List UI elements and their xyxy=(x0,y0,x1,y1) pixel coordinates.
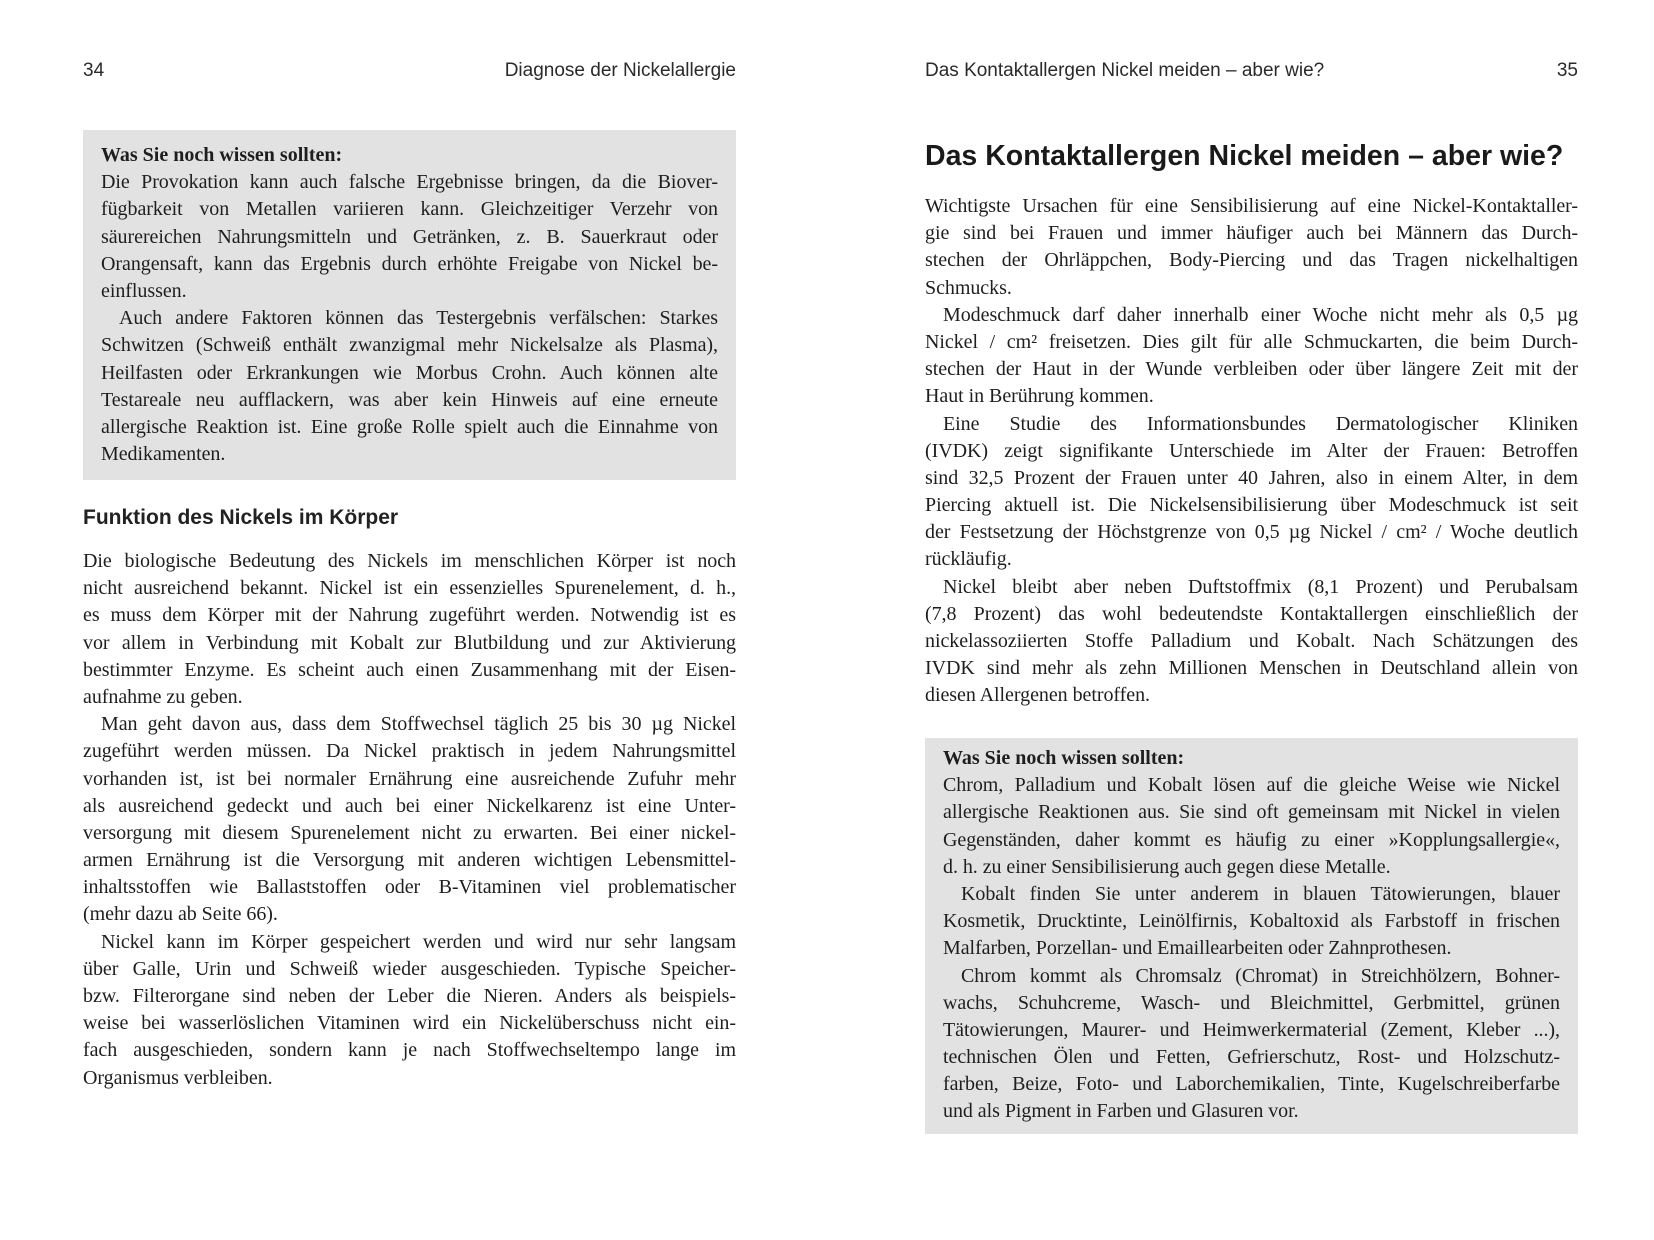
page-number: 34 xyxy=(83,60,105,81)
paragraph xyxy=(925,411,1578,574)
text-line: IVDK sind mehr als zehn Millionen Menschen in Deutschland allein von xyxy=(925,657,1578,680)
text-line: Piercing aktuell ist. Die Nickelsensibilisierung über Modeschmuck ist seit xyxy=(925,494,1578,517)
text-line: vorhanden ist, ist bei normaler Ernährung eine ausreichende Zufuhr mehr xyxy=(83,767,736,790)
text-line: Nickel kann im Körper gespeichert werden und wird nur sehr langsam xyxy=(101,930,736,953)
text-line: der Festsetzung der Höchstgrenze von 0,5 µg Nickel / cm² / Woche deutlich xyxy=(925,521,1578,544)
text-line: als ausreichend gedeckt und auch bei einer Nickelkarenz ist eine Unter- xyxy=(83,794,736,817)
text-line: Auch andere Faktoren können das Testergebnis verfälschen: Starkes xyxy=(119,307,718,330)
text-line: einflussen. xyxy=(101,279,187,302)
running-header xyxy=(925,60,1578,86)
text-line: d. h. zu einer Sensibilisierung auch gegen diese Metalle. xyxy=(943,855,1391,878)
paragraph xyxy=(925,574,1578,710)
text-line: sind 32,5 Prozent der Frauen unter 40 Jahren, also in einem Alter, in dem xyxy=(925,466,1578,489)
running-header xyxy=(83,60,736,86)
text-line: Die biologische Bedeutung des Nickels im menschlichen Körper ist noch xyxy=(83,550,736,572)
paragraph xyxy=(943,772,1560,881)
info-box-body xyxy=(943,772,1560,1125)
text-line: inhaltsstoffen wie Ballaststoffen oder B-Vitaminen viel problematischer xyxy=(83,876,736,899)
text-line: über Galle, Urin und Schweiß wieder ausgeschieden. Typische Speicher- xyxy=(83,957,736,980)
text-line: säurereichen Nahrungsmitteln und Getränken, z. B. Sauerkraut oder xyxy=(101,225,718,248)
text-line: (IVDK) zeigt signifikante Unterschiede im Alter der Frauen: Betroffen xyxy=(925,439,1578,462)
text-line: Medikamenten. xyxy=(101,443,226,466)
paragraph xyxy=(83,711,736,929)
text-line: bestimmter Enzyme. Es scheint auch einen Zusammenhang mit der Eisen- xyxy=(83,658,736,681)
text-line: Schmucks. xyxy=(925,276,1012,299)
text-line: wachs, Schuhcreme, Wasch- und Bleichmittel, Gerbmittel, grünen xyxy=(943,991,1560,1014)
text-line: Eine Studie des Informationsbundes Dermatologischer Kliniken xyxy=(943,412,1578,435)
text-line: stechen der Ohrläppchen, Body-Piercing und das Tragen nickelhaltigen xyxy=(925,249,1578,272)
text-line: Gegenständen, daher kommt es häufig zu einer »Kopplungsallergie«, xyxy=(943,828,1560,851)
text-line: technischen Ölen und Fetten, Gefrierschutz, Rost- und Holzschutz- xyxy=(943,1046,1560,1069)
text-line: Tätowierungen, Maurer- und Heimwerkermaterial (Zement, Kleber ...), xyxy=(943,1018,1560,1041)
text-line: und als Pigment in Farben und Glasuren vor. xyxy=(943,1100,1299,1123)
text-line: stechen der Haut in der Wunde verbleiben oder über längere Zeit mit der xyxy=(925,358,1578,381)
text-line: (7,8 Prozent) das wohl bedeutendste Kontaktallergen einschließlich der xyxy=(925,602,1578,625)
body-text xyxy=(925,193,1578,710)
text-line: bzw. Filterorgane sind neben der Leber die Nieren. Anders als beispiels- xyxy=(83,985,736,1007)
text-line: gie sind bei Frauen und immer häufiger auch bei Männern das Durch- xyxy=(925,222,1578,245)
text-line: Wichtigste Ursachen für eine Sensibilisierung auf eine Nickel-Kontaktaller- xyxy=(925,195,1578,217)
text-line: allergische Reaktionen aus. Sie sind oft gemeinsam mit Nickel in vielen xyxy=(943,801,1560,824)
text-line: Orangensaft, kann das Ergebnis durch erhöhte Freigabe von Nickel be- xyxy=(101,252,718,275)
text-line: (mehr dazu ab Seite 66). xyxy=(83,903,278,926)
text-line: Haut in Berührung kommen. xyxy=(925,385,1154,408)
text-line: Kosmetik, Drucktinte, Leinölfirnis, Kobaltoxid als Farbstoff in frischen xyxy=(943,910,1560,933)
info-box-title: Was Sie noch wissen sollten: xyxy=(101,144,343,166)
text-line: aufnahme zu geben. xyxy=(83,685,243,708)
paragraph xyxy=(101,169,718,305)
text-line: Heilfasten oder Erkrankungen wie Morbus Crohn. Auch können alte xyxy=(101,361,718,384)
text-line: Organismus verbleiben. xyxy=(83,1066,273,1089)
running-head-title: Diagnose der Nickelallergie xyxy=(504,60,736,81)
text-line: Chrom kommt als Chromsalz (Chromat) in Streichhölzern, Bohner- xyxy=(961,964,1560,987)
text-line: Nickel bleibt aber neben Duftstoffmix (8,1 Prozent) und Perubalsam xyxy=(943,575,1578,598)
text-line: weise bei wasserlöslichen Vitaminen wird ein Nickelüberschuss nicht ein- xyxy=(83,1012,736,1035)
text-line: Schwitzen (Schweiß enthält zwanzigmal mehr Nickelsalze als Plasma), xyxy=(101,334,718,357)
body-text xyxy=(83,548,736,1092)
text-line: Man geht davon aus, dass dem Stoffwechsel täglich 25 bis 30 µg Nickel xyxy=(101,713,736,736)
paragraph xyxy=(83,929,736,1092)
info-box-body xyxy=(101,169,718,468)
text-line: nicht ausreichend bekannt. Nickel ist ein essenzielles Spurenelement, d. h., xyxy=(83,577,736,600)
right-page xyxy=(925,0,1578,1240)
text-line: Chrom, Palladium und Kobalt lösen auf die gleiche Weise wie Nickel xyxy=(943,774,1560,797)
text-line: farben, Beize, Foto- und Laborchemikalien, Tinte, Kugelschreiberfarbe xyxy=(943,1073,1560,1096)
paragraph xyxy=(943,963,1560,1126)
paragraph xyxy=(83,548,736,711)
text-line: Modeschmuck darf daher innerhalb einer Woche nicht mehr als 0,5 µg xyxy=(943,303,1578,326)
text-line: rückläufig. xyxy=(925,548,1012,571)
paragraph xyxy=(925,302,1578,411)
info-box xyxy=(83,130,736,480)
text-line: Testareale neu aufflackern, was aber kein Hinweis auf eine erneute xyxy=(101,388,718,411)
text-line: allergische Reaktion ist. Eine große Rolle spielt auch die Einnahme von xyxy=(101,415,718,438)
text-line: Kobalt finden Sie unter anderem in blauen Tätowierungen, blauer xyxy=(961,882,1560,905)
text-line: Die Provokation kann auch falsche Ergebnisse bringen, da die Biover- xyxy=(101,171,718,194)
text-line: Malfarben, Porzellan- und Emaillearbeiten oder Zahnprothesen. xyxy=(943,937,1452,960)
chapter-heading: Das Kontaktallergen Nickel meiden – aber wie? xyxy=(925,140,1564,172)
info-box-title: Was Sie noch wissen sollten: xyxy=(943,747,1185,769)
text-line: armen Ernährung ist die Versorgung mit anderen wichtigen Lebensmittel- xyxy=(83,849,736,872)
left-page xyxy=(83,0,736,1240)
paragraph xyxy=(101,305,718,468)
text-line: Nickel / cm² freisetzen. Dies gilt für alle Schmuckarten, die beim Durch- xyxy=(925,330,1578,353)
text-line: fügbarkeit von Metallen variieren kann. Gleichzeitiger Verzehr von xyxy=(101,198,718,221)
page-number: 35 xyxy=(1556,60,1578,81)
text-line: es muss dem Körper mit der Nahrung zugeführt werden. Notwendig ist es xyxy=(83,604,736,627)
text-line: zugeführt werden müssen. Da Nickel praktisch in jedem Nahrungsmittel xyxy=(83,740,736,763)
paragraph xyxy=(925,193,1578,302)
running-head-title: Das Kontaktallergen Nickel meiden – aber wie? xyxy=(925,60,1325,81)
paragraph xyxy=(943,881,1560,963)
text-line: versorgung mit diesem Spurenelement nicht zu erwarten. Bei einer nickel- xyxy=(83,821,736,844)
text-line: diesen Allergenen betroffen. xyxy=(925,684,1151,707)
text-line: nickelassoziierten Stoffe Palladium und Kobalt. Nach Schätzungen des xyxy=(925,630,1578,652)
text-line: vor allem in Verbindung mit Kobalt zur Blutbildung und zur Aktivierung xyxy=(83,631,736,654)
text-line: fach ausgeschieden, sondern kann je nach Stoffwechseltempo lange im xyxy=(83,1039,736,1062)
section-heading: Funktion des Nickels im Körper xyxy=(83,506,399,529)
info-box xyxy=(925,738,1578,1134)
